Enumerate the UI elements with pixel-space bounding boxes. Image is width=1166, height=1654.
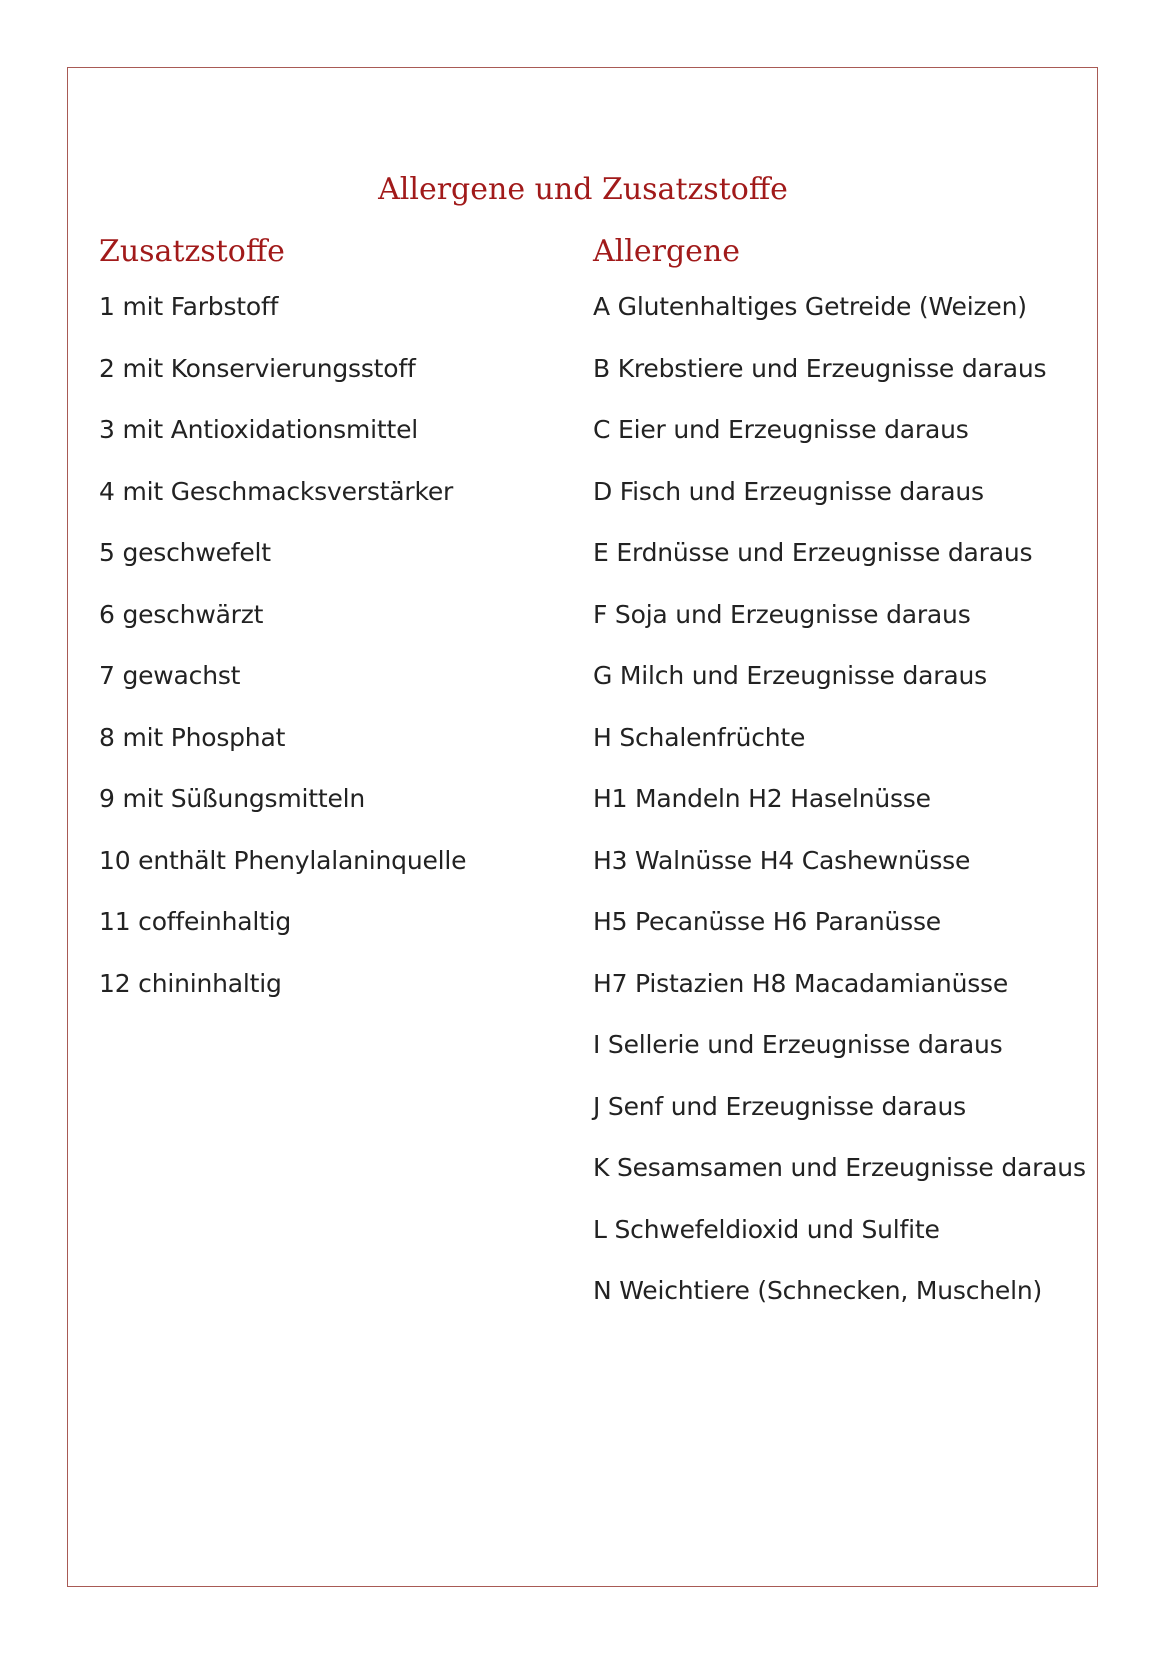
zusatzstoff-item: 10 enthält Phenylalaninquelle — [99, 845, 467, 875]
zusatzstoff-item: 1 mit Farbstoff — [99, 292, 279, 321]
zusatzstoff-item: 5 geschwefelt — [99, 538, 271, 567]
allergen-item: F Soja und Erzeugnisse daraus — [593, 599, 971, 629]
zusatzstoff-item: 2 mit Konservierungsstoff — [99, 353, 416, 383]
allergen-item: D Fisch und Erzeugnisse daraus — [593, 476, 984, 506]
allergene-list — [593, 287, 1093, 1333]
allergen-item: H5 Pecanüsse H6 Paranüsse — [593, 907, 941, 936]
allergen-item: H1 Mandeln H2 Haselnüsse — [593, 784, 931, 813]
zusatzstoff-item: 3 mit Antioxidationsmittel — [99, 415, 418, 444]
zusatzstoff-item: 7 gewachst — [99, 661, 241, 690]
allergen-item: N Weichtiere (Schnecken, Muscheln) — [593, 1276, 1043, 1305]
allergen-item: K Sesamsamen und Erzeugnisse daraus — [593, 1153, 1086, 1182]
zusatzstoff-item: 11 coffeinhaltig — [99, 907, 292, 936]
allergen-item: G Milch und Erzeugnisse daraus — [593, 661, 987, 690]
zusatzstoffe-column — [99, 230, 569, 1025]
allergen-item: H3 Walnüsse H4 Cashewnüsse — [593, 845, 971, 875]
allergen-item: I Sellerie und Erzeugnisse daraus — [593, 1030, 1003, 1059]
allergen-item: H Schalenfrüchte — [593, 722, 806, 752]
zusatzstoff-item: 4 mit Geschmacksverstärker — [99, 476, 454, 506]
zusatzstoffe-heading: Zusatzstoffe — [99, 234, 285, 269]
allergen-item: J Senf und Erzeugnisse daraus — [593, 1091, 966, 1121]
allergen-item: E Erdnüsse und Erzeugnisse daraus — [593, 538, 1033, 567]
allergene-column — [593, 230, 1093, 1333]
allergen-item: L Schwefeldioxid und Sulfite — [593, 1214, 940, 1244]
allergen-item: C Eier und Erzeugnisse daraus — [593, 415, 969, 444]
page-title: Allergene und Zusatzstoffe — [378, 172, 788, 207]
allergen-item: B Krebstiere und Erzeugnisse daraus — [593, 353, 1047, 383]
zusatzstoff-item: 12 chininhaltig — [99, 968, 282, 998]
zusatzstoff-item: 8 mit Phosphat — [99, 722, 286, 752]
allergene-heading: Allergene — [593, 234, 740, 269]
allergen-item: A Glutenhaltiges Getreide (Weizen) — [593, 292, 1027, 321]
allergen-item: H7 Pistazien H8 Macadamianüsse — [593, 968, 1009, 998]
zusatzstoffe-list — [99, 287, 569, 1025]
zusatzstoff-item: 6 geschwärzt — [99, 599, 264, 629]
zusatzstoff-item: 9 mit Süßungsmitteln — [99, 784, 366, 813]
